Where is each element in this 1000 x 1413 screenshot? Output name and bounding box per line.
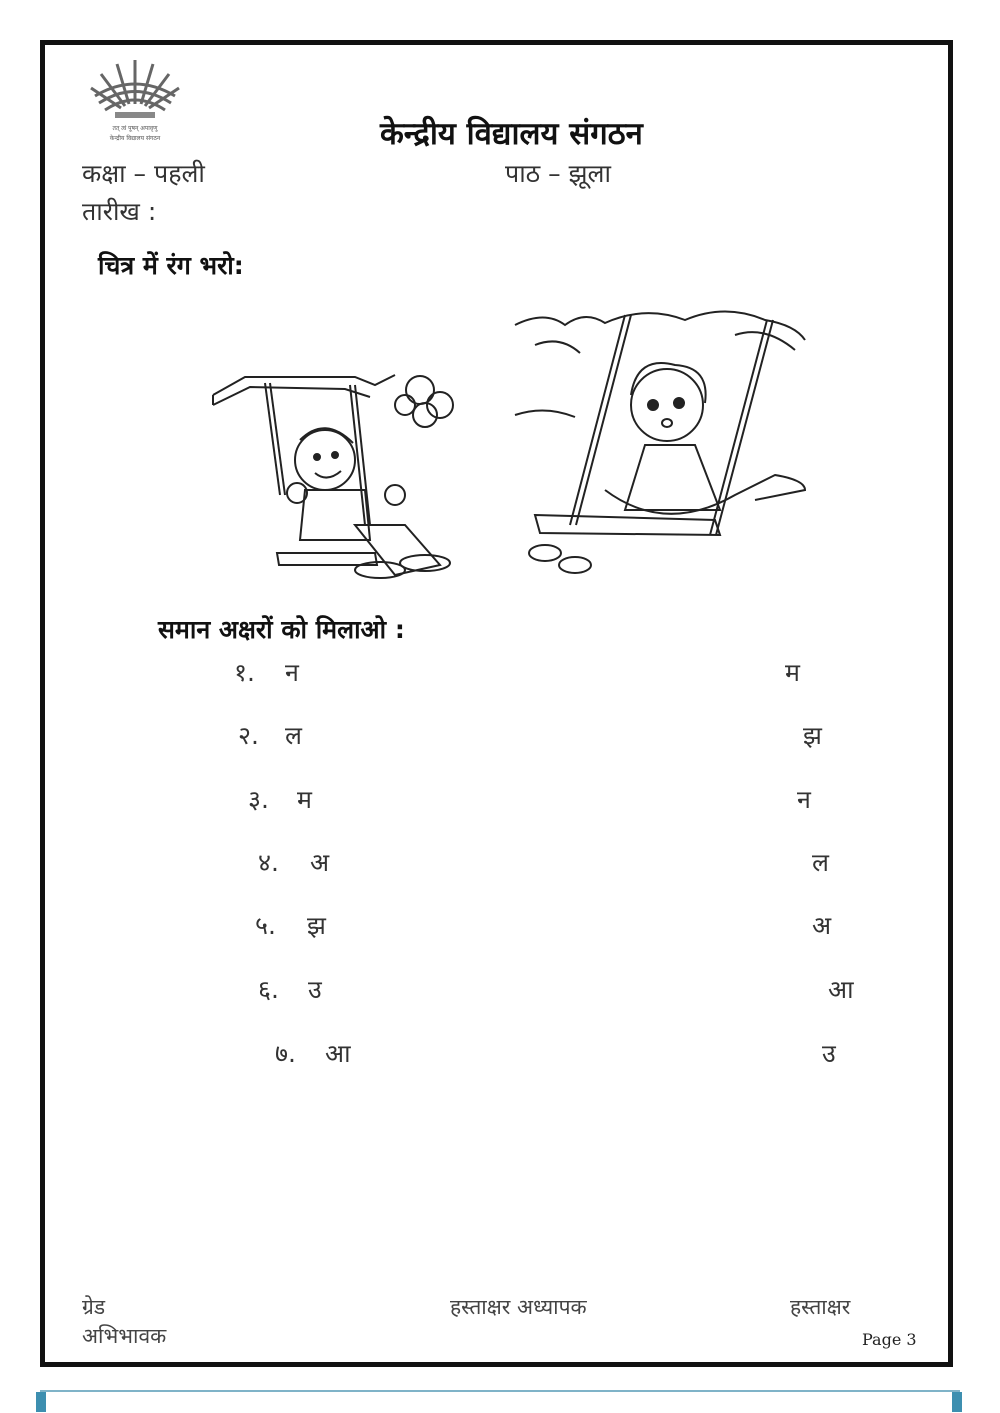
item-number: ६.	[258, 975, 279, 1004]
item-number: १.	[234, 658, 255, 687]
bottom-right-marker	[952, 1392, 962, 1412]
guardian-label: अभिभावक	[82, 1324, 167, 1348]
right-letter[interactable]: न	[797, 785, 811, 814]
left-letter[interactable]: उ	[308, 975, 322, 1004]
page-frame	[40, 40, 953, 1367]
left-letter[interactable]: म	[297, 785, 312, 814]
signature-label: हस्ताक्षर	[790, 1295, 851, 1319]
right-letter[interactable]: उ	[822, 1039, 836, 1068]
date-label: तारीख :	[82, 197, 157, 226]
left-letter[interactable]: न	[285, 658, 299, 687]
match-letters-heading: समान अक्षरों को मिलाओ :	[158, 615, 405, 644]
page-title: केन्द्रीय विद्यालय संगठन	[380, 116, 643, 152]
left-letter[interactable]: ल	[285, 721, 302, 750]
bottom-left-marker	[36, 1392, 46, 1412]
kvs-logo	[85, 60, 185, 150]
bottom-rule	[40, 1390, 960, 1392]
logo-motto: तत् त्वं पूषन् अपावृणु	[112, 125, 158, 132]
right-letter[interactable]: अ	[812, 911, 832, 940]
right-letter[interactable]: झ	[803, 721, 822, 750]
right-letter[interactable]: म	[785, 658, 800, 687]
grade-label: ग्रेड	[82, 1295, 106, 1319]
item-number: २.	[238, 721, 259, 750]
left-letter[interactable]: अ	[310, 848, 330, 877]
logo-caption: केन्द्रीय विद्यालय संगठन	[109, 135, 161, 142]
item-number: ४.	[258, 848, 279, 877]
item-number: ७.	[275, 1039, 296, 1068]
right-letter[interactable]: आ	[828, 975, 854, 1004]
item-number: ३.	[248, 785, 269, 814]
girl-on-swing-icon	[505, 295, 810, 590]
teacher-signature-label: हस्ताक्षर अध्यापक	[450, 1295, 587, 1319]
lesson-label: पाठ – झूला	[505, 159, 611, 188]
left-letter[interactable]: आ	[325, 1039, 351, 1068]
item-number: ५.	[255, 911, 276, 940]
rising-sun-logo-icon	[85, 60, 185, 122]
right-letter[interactable]: ल	[812, 848, 829, 877]
left-letter[interactable]: झ	[307, 911, 326, 940]
page-number: Page 3	[862, 1330, 917, 1349]
color-picture-heading: चित्र में रंग भरो:	[98, 251, 244, 280]
boy-on-swing-icon	[205, 355, 475, 580]
class-label: कक्षा – पहली	[82, 159, 205, 188]
